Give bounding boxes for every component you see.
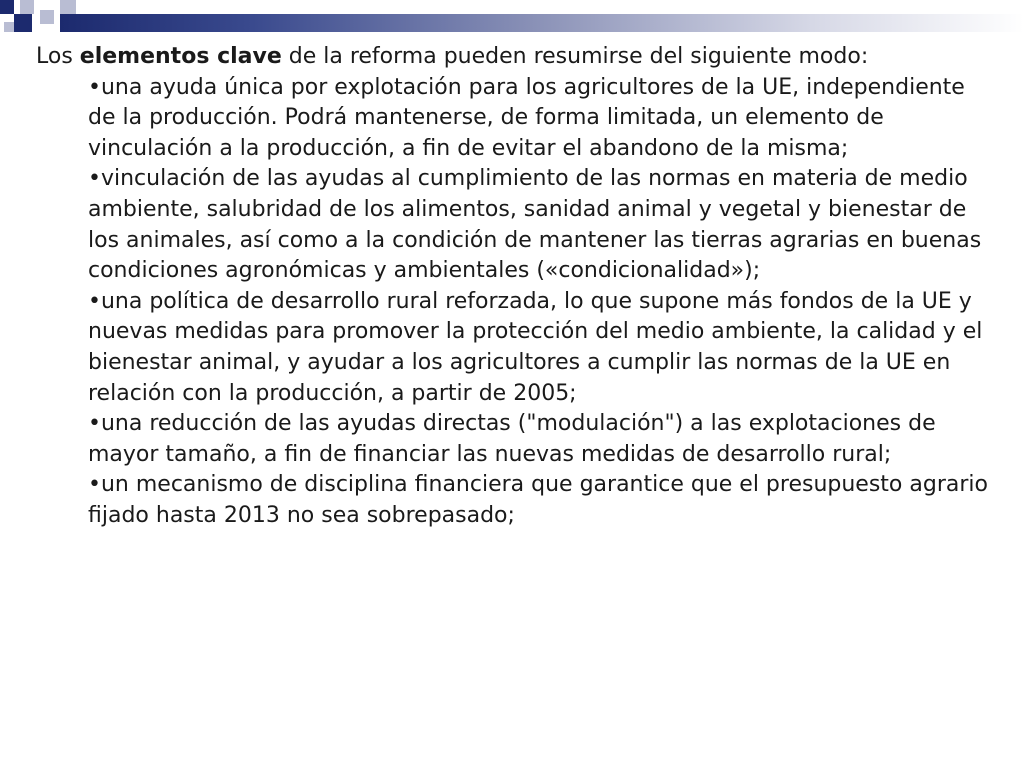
decor-square bbox=[40, 10, 54, 24]
intro-bold-term: elementos clave bbox=[79, 44, 282, 69]
bullet-item: •una ayuda única por explotación para los agricultores de la UE, independiente de la producción. Podrá mantenerse, de forma limitada, un elemento de vinculación a la producción, a fin de evitar el abandono de la misma; bbox=[88, 74, 965, 161]
bullet-item: •una política de desarrollo rural reforzada, lo que supone más fondos de la UE y nuevas medidas para promover la protección del medio ambiente, la calidad y el bienestar animal, y ayudar a los agricultores a cumplir las normas de la UE en relación con la producción, a partir de 2005; bbox=[88, 288, 983, 406]
header-gradient-bar bbox=[60, 14, 1024, 32]
bullet-item: •vinculación de las ayudas al cumplimiento de las normas en materia de medio ambiente, salubridad de los alimentos, sanidad animal y vegetal y bienestar de los animales, así como a la condición de mantener las tierras agrarias en buenas condiciones agronómicas y ambientales («condicionalidad»); bbox=[88, 166, 982, 284]
intro-text-end: de la reforma pueden resumirse del siguiente modo: bbox=[281, 44, 869, 69]
bullet-item: •una reducción de las ayudas directas ("modulación") a las explotaciones de mayor tamaño, a fin de financiar las nuevas medidas de desarrollo rural; bbox=[88, 411, 936, 467]
decor-square bbox=[0, 0, 14, 14]
slide-body bbox=[36, 42, 996, 532]
bullet-item: •un mecanismo de disciplina financiera que garantice que el presupuesto agrario fijado hasta 2013 no sea sobrepasado; bbox=[88, 472, 988, 528]
decor-square bbox=[14, 14, 32, 32]
intro-text-start: Los bbox=[36, 44, 80, 69]
header-decoration bbox=[0, 0, 1024, 40]
decor-square bbox=[4, 22, 14, 32]
decor-square bbox=[60, 0, 76, 14]
bullet-list bbox=[36, 73, 996, 532]
decor-square bbox=[20, 0, 34, 14]
intro-paragraph bbox=[36, 42, 996, 73]
